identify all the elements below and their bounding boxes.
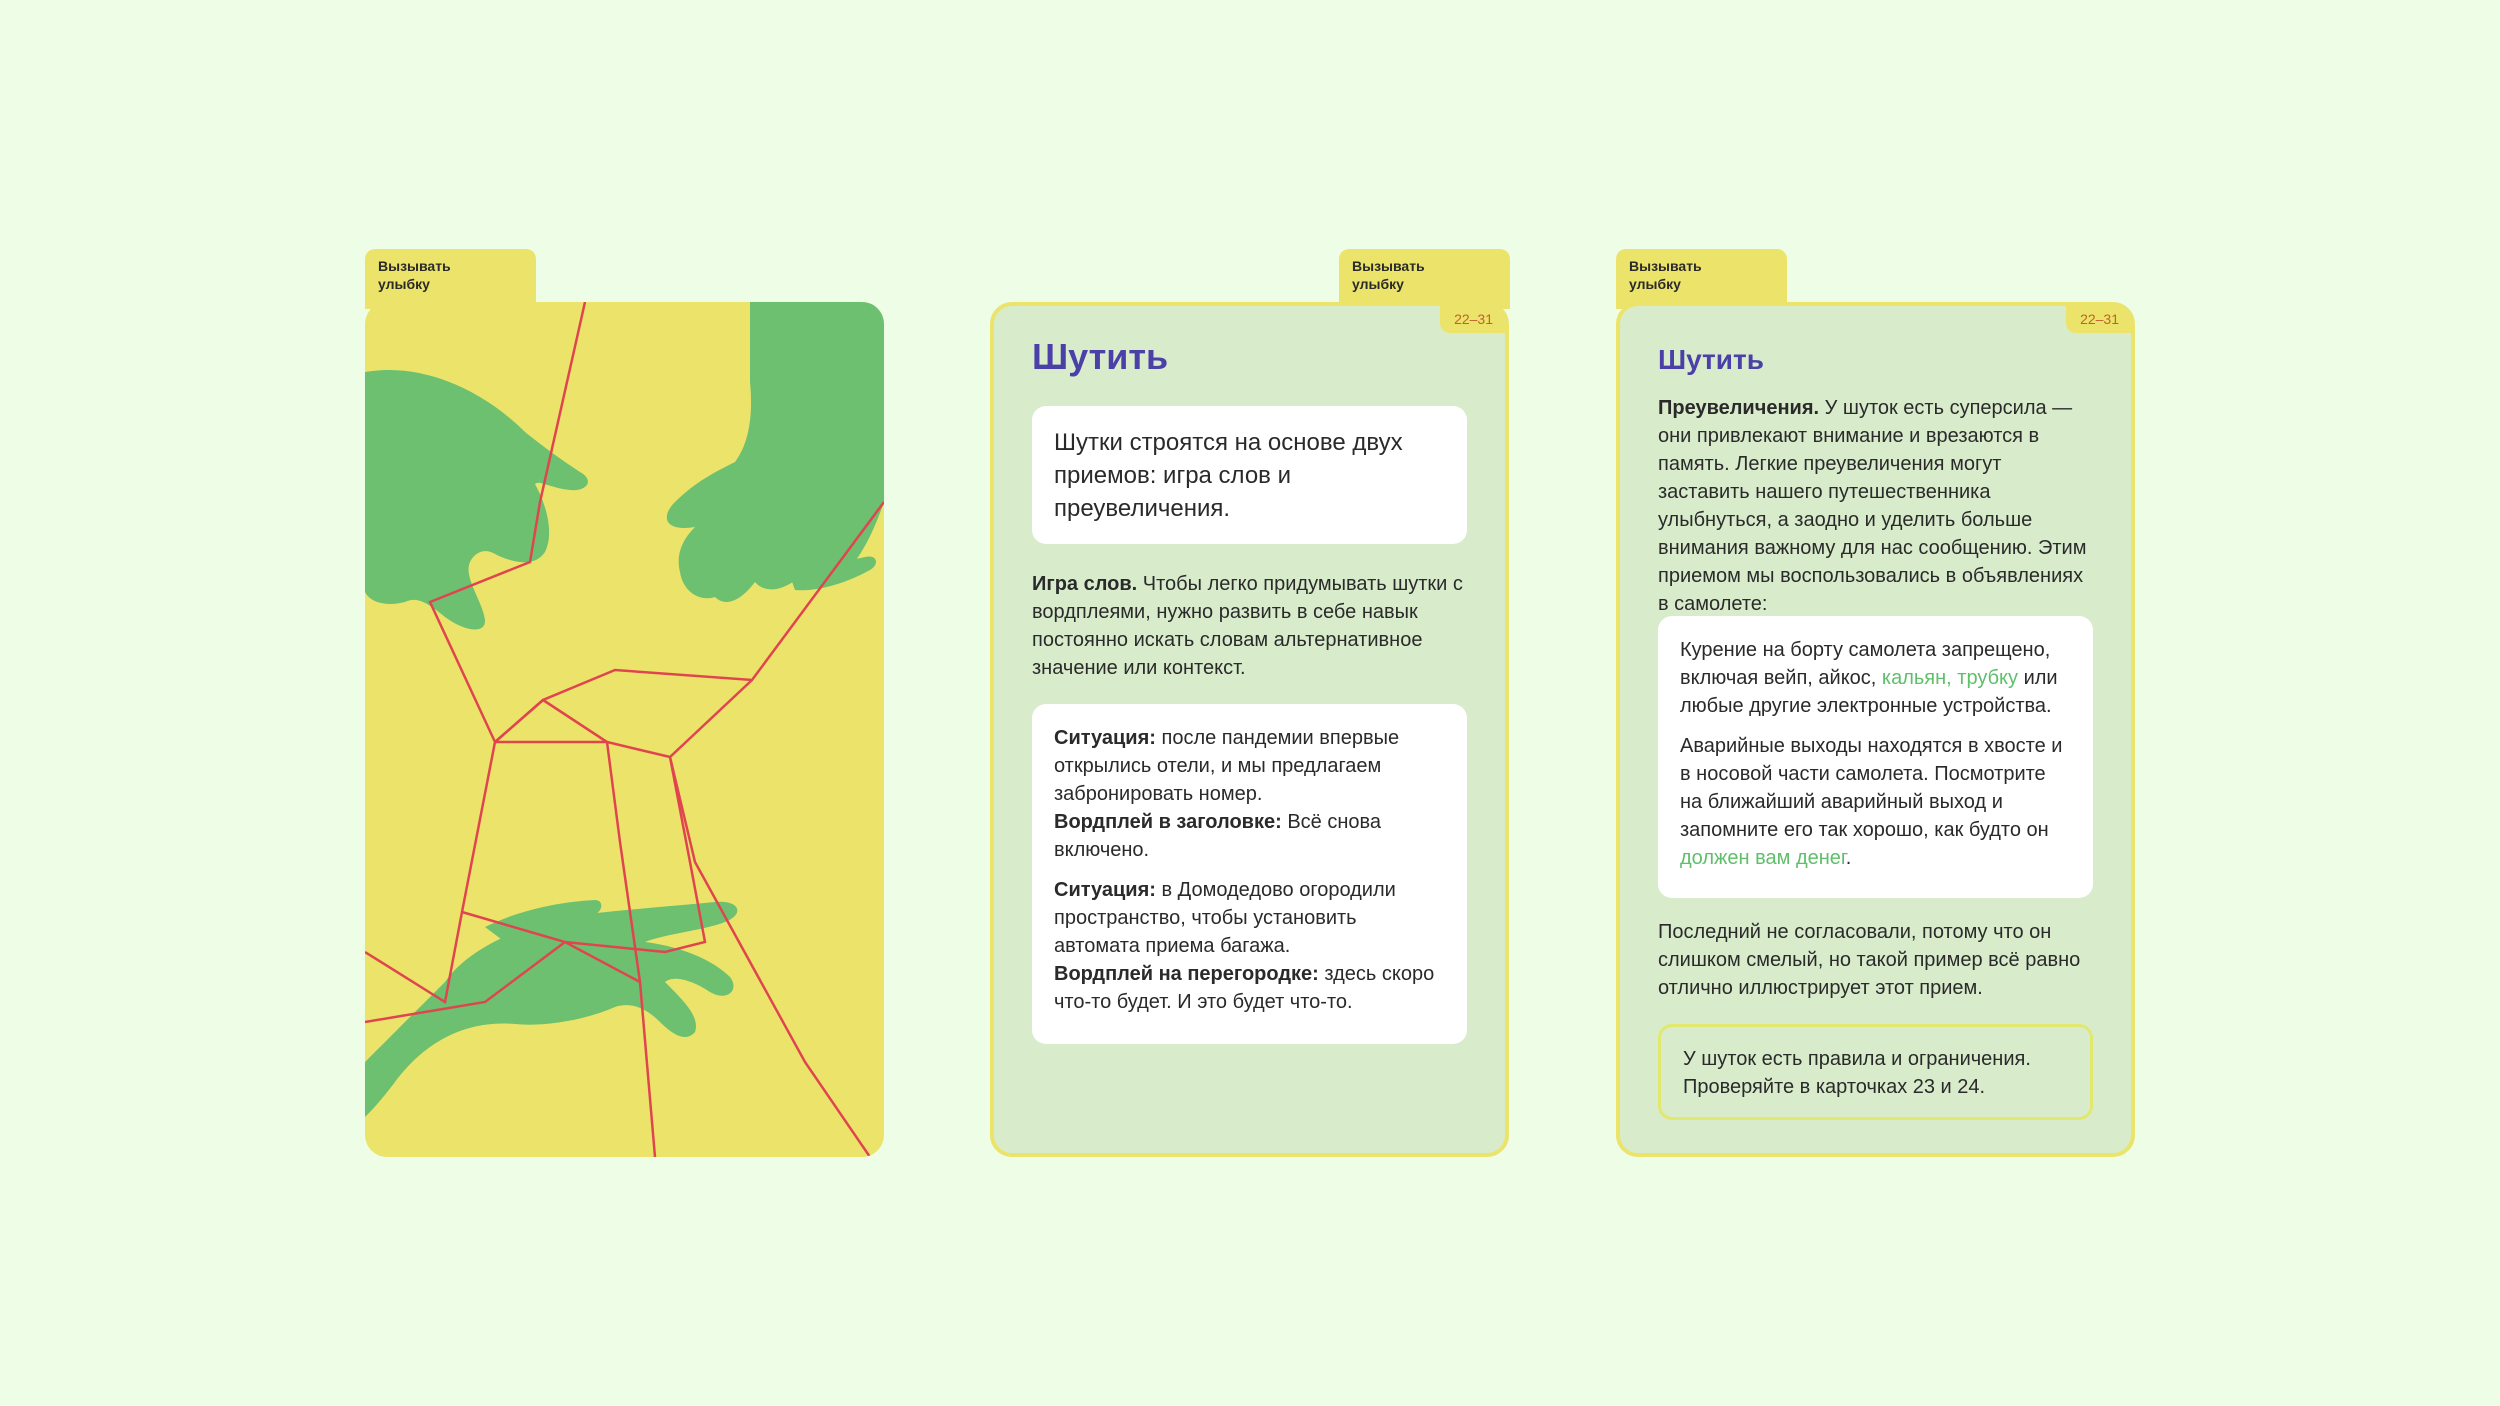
example-1-situation [1054,724,1445,808]
quotes-box [1658,616,2093,898]
quote-text: Курение на борту самолета запрещено, включая вейп, айкос, [1680,639,2051,689]
tab-line-1: Вызывать [378,258,451,274]
after-text: Последний не согласовали, потому что он слишком смелый, но такой пример всё равно отлично иллюстрирует этот прием. [1658,921,2081,999]
card-1-tab [365,249,536,309]
exaggeration-card [1616,302,2135,1157]
card-range-badge: 22–31 [2066,306,2131,333]
wordplay-text: Всё снова включено. [1054,811,1382,861]
tab-line-1: Вызывать [1352,258,1425,274]
quote-highlight: должен вам денег [1680,847,1846,869]
tab-line-1: Вызывать [1629,258,1702,274]
quote-text: или любые другие электронные устройства. [1680,667,2058,717]
exaggeration-paragraph [1658,394,2093,618]
situation-label: Ситуация: [1054,879,1156,901]
situation-label: Ситуация: [1054,727,1156,749]
note-text: У шуток есть правила и ограничения. Проверяйте в карточках 23 и 24. [1683,1048,2031,1098]
card-title: Шутить [1032,336,1169,377]
illustration-card [365,302,884,1157]
situation-text: в Домодедово огородили пространство, чтобы установить автомата приема багажа. [1054,879,1396,957]
example-2-situation [1054,876,1445,960]
quote-smoking [1680,636,2071,720]
lead-text: Шутки строятся на основе двух приемов: игра слов и преувеличения. [1054,429,1403,522]
example-1-wordplay [1054,808,1445,864]
card-3-tab [1616,249,1787,309]
situation-text: после пандемии впервые открылись отели, и мы предлагаем забронировать номер. [1054,727,1400,805]
quote-text: Аварийные выходы находятся в хвосте и в носовой части самолета. Посмотрите на ближайший аварийный выход и запомните его так хорошо, как будто он [1680,735,2063,841]
wordplay-heading: Игра слов. [1032,573,1138,595]
wordplay-label: Вордплей на перегородке: [1054,963,1319,985]
hand-top-right [667,302,884,602]
after-paragraph [1658,918,2093,1002]
wordplay-text: здесь скоро что-то будет. И это будет что-то. [1054,963,1435,1013]
tab-line-2: улыбку [1352,276,1404,292]
card-2-tab [1339,249,1510,309]
card-title: Шутить [1658,344,1764,375]
tab-line-2: улыбку [378,276,430,292]
tab-line-2: улыбку [1629,276,1681,292]
examples-box [1032,704,1467,1044]
quote-highlight: кальян, трубку [1881,667,2019,689]
wordplay-paragraph [1032,570,1467,682]
exaggeration-heading: Преувеличения. [1658,397,1820,419]
hands-string-illustration [365,302,884,1157]
lead-box [1032,406,1467,544]
rules-note [1658,1024,2093,1120]
hand-top-left [365,370,588,629]
card-range-badge: 22–31 [1440,306,1505,333]
wordplay-label: Вордплей в заголовке: [1054,811,1282,833]
exaggeration-text: У шуток есть суперсила — они привлекают внимание и врезаются в память. Легкие преувеличения могут заставить нашего путешественника улыбнуться, а заодно и уделить больше внимания важному для нас сообщению. Этим приемом мы воспользовались в объявлениях в самолете: [1658,397,2087,615]
example-2-wordplay [1054,960,1445,1016]
wordplay-card [990,302,1509,1157]
quote-text: . [1845,847,1852,869]
wordplay-text: Чтобы легко придумывать шутки с вордплеями, нужно развить в себе навык постоянно искать словам альтернативное значение или контекст. [1032,573,1463,679]
hand-bottom [365,902,737,1117]
quote-exits [1680,732,2071,872]
